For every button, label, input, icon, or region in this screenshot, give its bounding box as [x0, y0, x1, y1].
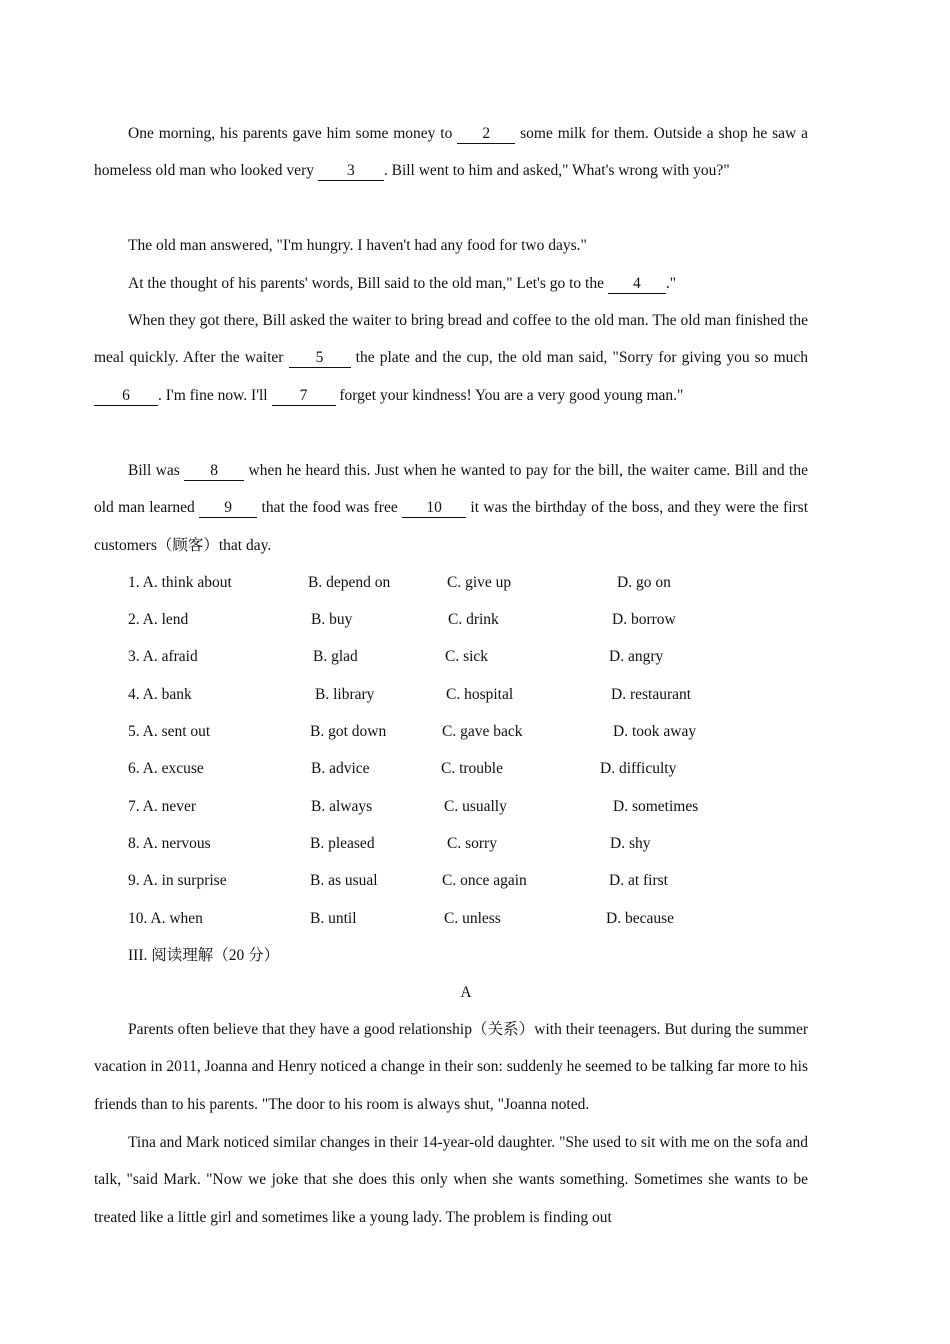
- option-d: D. at first: [609, 872, 668, 889]
- text-run: it was the birthday of the boss, and they were the first customers（顾客）that day.: [94, 499, 808, 554]
- option-c: C. hospital: [446, 686, 514, 703]
- option-c: C. unless: [444, 910, 501, 927]
- option-c: C. once again: [442, 872, 527, 889]
- option-d: D. shy: [610, 835, 651, 852]
- text-run: the plate and the cup, the old man said, "Sorry for giving you so much: [350, 349, 809, 367]
- option-c: C. drink: [448, 611, 499, 628]
- option-a: 10. A. when: [128, 910, 203, 927]
- passage-paragraph-2: The old man answered, "I'm hungry. I haven't had any food for two days.": [128, 237, 587, 254]
- option-c: C. give up: [447, 574, 512, 591]
- text-run: One morning, his parents gave him some money to: [128, 125, 458, 142]
- question-options-10: [0, 900, 950, 937]
- reading-title: A: [460, 984, 472, 1001]
- option-a: 1. A. think about: [128, 574, 232, 591]
- option-b: B. depend on: [308, 574, 391, 591]
- option-c: C. usually: [444, 798, 507, 815]
- text-run: When they got there, Bill asked the waiter to bring bread and coffee to the old man. The old man finished the meal quickly. After the waiter: [94, 312, 808, 367]
- option-b: B. buy: [311, 611, 353, 628]
- text-run: some milk for them. Outside a shop he saw a homeless old man who looked very: [94, 125, 808, 180]
- text-run: Bill was: [128, 462, 185, 479]
- option-a: 5. A. sent out: [128, 723, 211, 740]
- option-b: B. pleased: [310, 835, 375, 852]
- passage-paragraph-5: [94, 452, 808, 564]
- question-options-9: [0, 862, 950, 899]
- passage-paragraph-3: [94, 265, 808, 302]
- text-run: At the thought of his parents' words, Bill said to the old man," Let's go to the: [128, 275, 608, 292]
- text-run: that the food was free: [257, 499, 403, 517]
- text-run: .": [665, 275, 677, 292]
- option-b: B. library: [315, 686, 375, 703]
- question-options-8: [0, 825, 950, 862]
- blank-9: 9: [199, 499, 257, 518]
- blank-7: 7: [272, 387, 336, 406]
- question-options-5: [0, 713, 950, 750]
- option-b: B. glad: [313, 648, 358, 665]
- blank-10: 10: [402, 499, 466, 518]
- option-b: B. got down: [310, 723, 387, 740]
- question-options-4: [0, 676, 950, 713]
- text-run: . I'm fine now. I'll: [158, 386, 272, 404]
- option-d: D. difficulty: [600, 760, 677, 777]
- option-b: B. as usual: [310, 872, 378, 889]
- option-d: D. restaurant: [611, 686, 692, 703]
- option-b: B. until: [310, 910, 357, 927]
- blank-8: 8: [184, 462, 244, 481]
- blank-2: 2: [457, 125, 515, 144]
- question-options-7: [0, 788, 950, 825]
- question-options-6: [0, 750, 950, 787]
- option-a: 9. A. in surprise: [128, 872, 227, 889]
- option-d: D. because: [606, 910, 674, 927]
- option-a: 6. A. excuse: [128, 760, 204, 777]
- option-d: D. angry: [609, 648, 664, 665]
- option-a: 3. A. afraid: [128, 648, 198, 665]
- reading-paragraph-1: Parents often believe that they have a good relationship（关系）with their teenagers. But during the summer vacation in 2011, Joanna and Henry noticed a change in their son: suddenly he seemed to be talking far more to his friends than to his parents. "The door to his room is always shut, "Joanna noted.: [94, 1021, 808, 1113]
- option-d: D. go on: [617, 574, 671, 591]
- reading-paragraph-2: Tina and Mark noticed similar changes in their 14-year-old daughter. "She used to sit with me on the sofa and talk, "said Mark. "Now we joke that she does this only when she wants something. Sometimes she wants to be treated like a little girl and sometimes like a young lady. The problem is finding out: [94, 1134, 808, 1226]
- option-c: C. gave back: [442, 723, 523, 740]
- option-c: C. trouble: [441, 760, 503, 777]
- blank-6: 6: [94, 387, 158, 406]
- option-a: 2. A. lend: [128, 611, 189, 628]
- text-run: when he heard this. Just when he wanted to pay for the bill, the waiter came. Bill and the old man learned: [94, 462, 808, 517]
- option-c: C. sorry: [447, 835, 497, 852]
- option-b: B. always: [311, 798, 373, 815]
- question-options-2: [0, 601, 950, 638]
- option-a: 8. A. nervous: [128, 835, 211, 852]
- option-b: B. advice: [311, 760, 370, 777]
- blank-3: 3: [318, 162, 384, 181]
- option-a: 7. A. never: [128, 798, 197, 815]
- option-d: D. sometimes: [613, 798, 699, 815]
- question-options-3: [0, 638, 950, 675]
- option-d: D. borrow: [612, 611, 676, 628]
- section-heading: III. 阅读理解（20 分）: [128, 947, 280, 964]
- option-a: 4. A. bank: [128, 686, 192, 703]
- passage-paragraph-1: [94, 115, 808, 190]
- passage-paragraph-4: [94, 302, 808, 414]
- option-d: D. took away: [613, 723, 697, 740]
- option-c: C. sick: [445, 648, 489, 665]
- question-options-1: [0, 564, 950, 601]
- text-run: . Bill went to him and asked," What's wrong with you?": [383, 162, 730, 180]
- blank-4: 4: [608, 275, 666, 294]
- blank-5: 5: [289, 349, 351, 368]
- text-run: forget your kindness! You are a very good young man.": [335, 386, 684, 404]
